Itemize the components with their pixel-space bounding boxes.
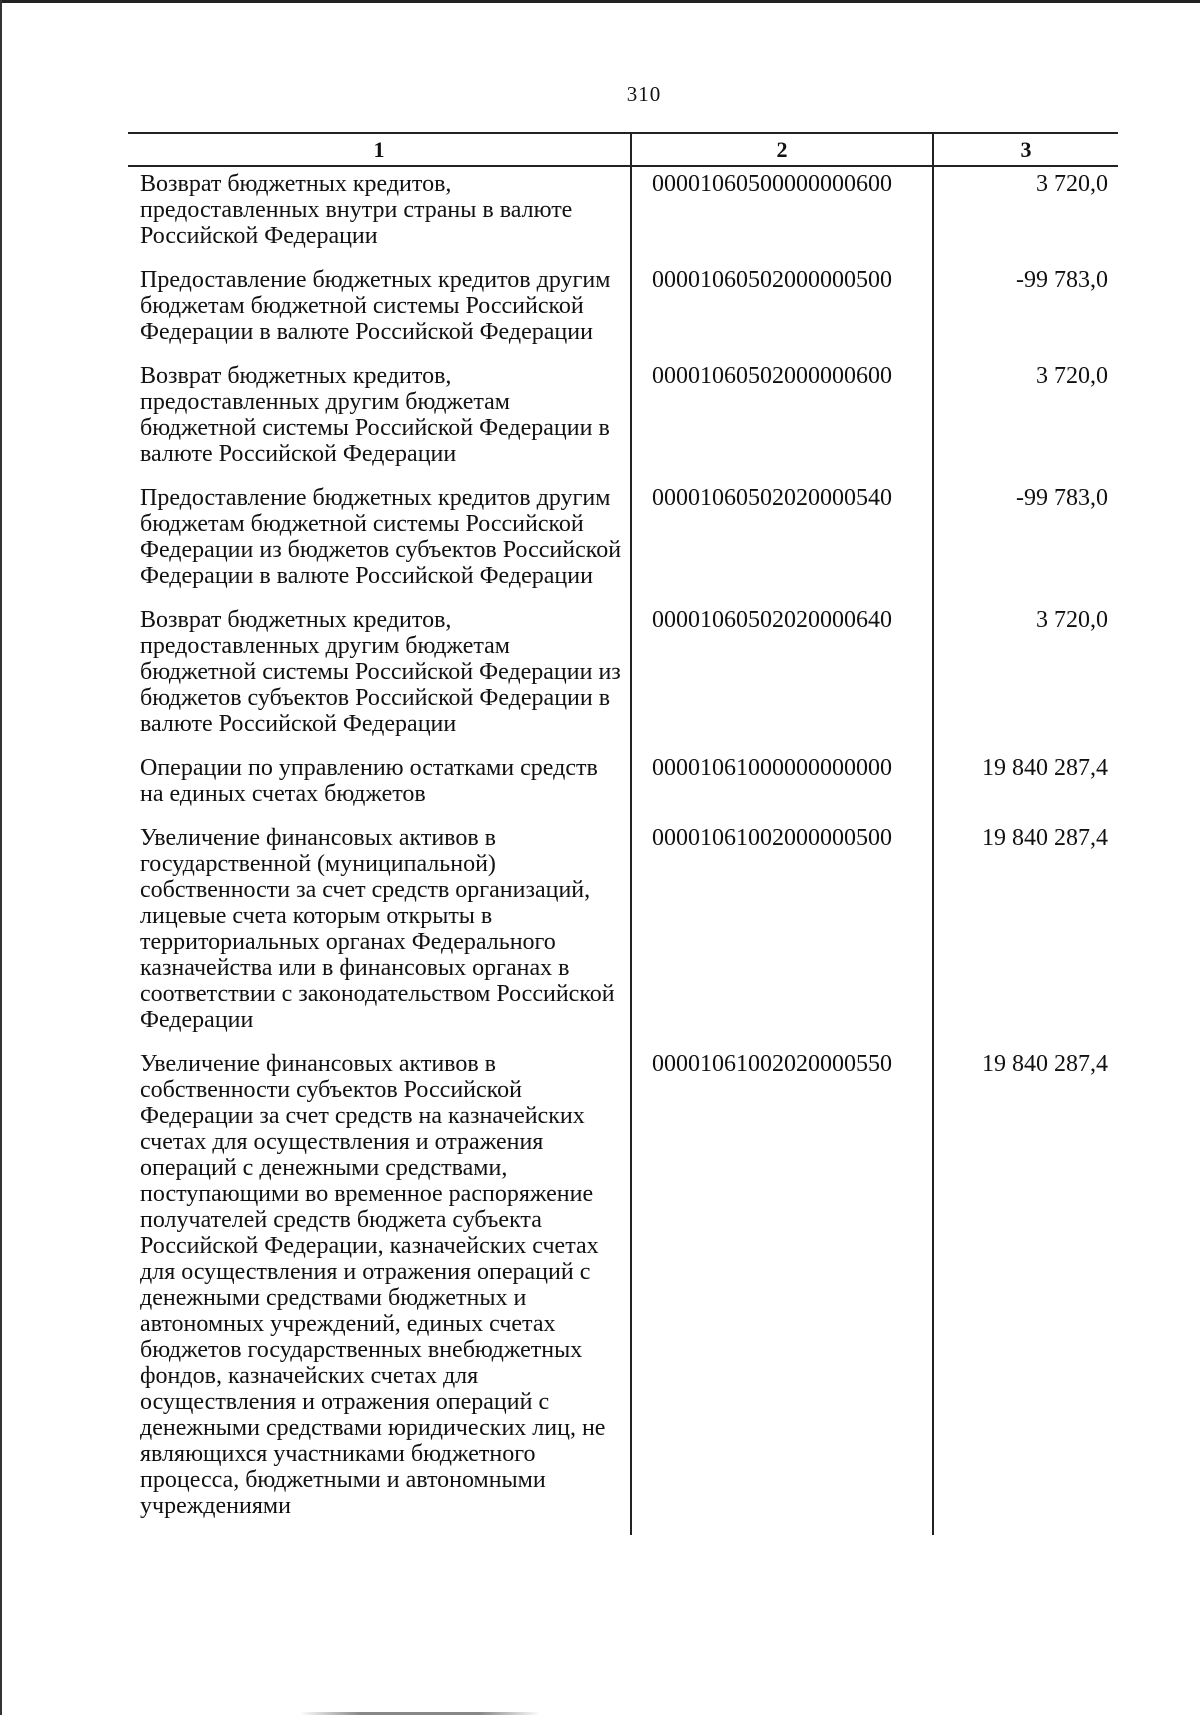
row-code: 00001061002000000500 [631, 821, 933, 1047]
column-header-code: 2 [631, 133, 933, 166]
row-code: 00001061002020000550 [631, 1047, 933, 1535]
row-name: Возврат бюджетных кредитов, предоставленных другим бюджетам бюджетной системы Российской Федерации в валюте Российской Федерации [140, 363, 610, 467]
scan-edge-top [0, 0, 1200, 3]
row-name: Предоставление бюджетных кредитов другим бюджетам бюджетной системы Российской Федерации в валюте Российской Федерации [140, 267, 611, 345]
table-row [128, 359, 1118, 481]
row-code: 00001060502020000540 [631, 481, 933, 603]
table-row [128, 1047, 1118, 1535]
table-row [128, 166, 1118, 263]
table-row [128, 821, 1118, 1047]
row-code: 00001060500000000600 [631, 166, 933, 263]
table-row [128, 263, 1118, 359]
row-name: Операции по управлению остатками средств на единых счетах бюджетов [140, 755, 598, 807]
row-amount: 3 720,0 [933, 603, 1118, 751]
table-row [128, 603, 1118, 751]
row-amount: 19 840 287,4 [933, 1047, 1118, 1535]
row-amount: 3 720,0 [933, 166, 1118, 263]
row-code: 00001060502000000600 [631, 359, 933, 481]
table-row [128, 481, 1118, 603]
row-code: 00001061000000000000 [631, 751, 933, 821]
row-name: Возврат бюджетных кредитов, предоставленных внутри страны в валюте Российской Федерации [140, 171, 573, 249]
row-name: Предоставление бюджетных кредитов другим бюджетам бюджетной системы Российской Федерации из бюджетов субъектов Российской Федерации в валюте Российской Федерации [140, 485, 622, 589]
row-code: 00001060502000000500 [631, 263, 933, 359]
table-row [128, 751, 1118, 821]
row-name: Увеличение финансовых активов в государственной (муниципальной) собственности за счет средств организаций, лицевые счета которым открыты в территориальных органах Федерального казначейства или в финансовых органах в соответствии с законодательством Российской Федерации [140, 825, 615, 1033]
column-header-amount: 3 [933, 133, 1118, 166]
budget-sources-table [128, 132, 1118, 1535]
row-amount: -99 783,0 [933, 481, 1118, 603]
row-name: Возврат бюджетных кредитов, предоставленных другим бюджетам бюджетной системы Российской Федерации из бюджетов субъектов Российской Федерации в валюте Российской Федерации [140, 607, 621, 737]
row-code: 00001060502020000640 [631, 603, 933, 751]
row-name: Увеличение финансовых активов в собственности субъектов Российской Федерации за счет средств на казначейских счетах для осуществления и отражения операций с денежными средствами, поступающими во временное распоряжение получателей средств бюджета субъекта Российской Федерации, казначейских счетах для осуществления и отражения операций с денежными средствами бюджетных и автономных учреждений, единых счетах бюджетов государственных внебюджетных фондов, казначейских счетах для осуществления и отражения операций с денежными средствами юридических лиц, не являющихся участниками бюджетного процесса, бюджетными и автономными учреждениями [140, 1051, 606, 1519]
column-header-name: 1 [128, 133, 631, 166]
row-amount: 19 840 287,4 [933, 821, 1118, 1047]
row-amount: 3 720,0 [933, 359, 1118, 481]
row-amount: 19 840 287,4 [933, 751, 1118, 821]
row-amount: -99 783,0 [933, 263, 1118, 359]
table-header-row [128, 133, 1118, 166]
scan-edge-left [0, 0, 2, 1715]
page-number: 310 [626, 82, 662, 106]
